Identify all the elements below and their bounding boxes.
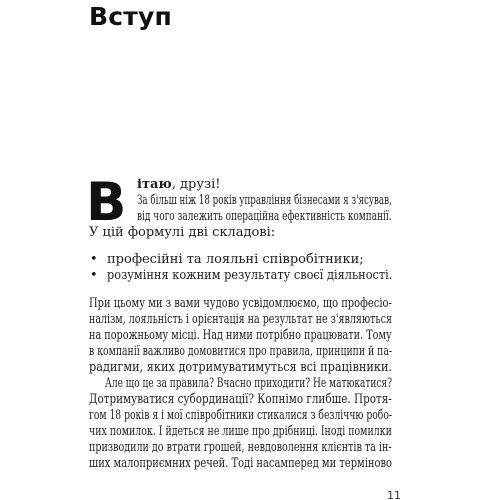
greeting-rest: , друзі! — [171, 177, 221, 192]
paragraph-line: налізм, лояльність і орієнтація на результат не з'являються — [89, 312, 392, 327]
intro-line: від чого залежить операційна ефективність компанії. — [137, 209, 392, 224]
paragraph-line: гом 18 років я і мої співробітники стикалися з безліччю робо- — [89, 408, 392, 423]
paragraph-line: чих помилок. І йдеться не лише про дрібниці. Іноді помилки — [89, 424, 392, 439]
paragraph-line: радигми, яких дотримуватимуться всі працівники. — [89, 360, 393, 375]
greeting-line — [137, 177, 220, 193]
bullet-marker: • — [90, 268, 98, 283]
paragraph-line: на порожньому місці. Над ними потрібно працювати. Тому — [89, 328, 392, 343]
formula-line: У цій формулі дві складові: — [89, 225, 276, 240]
paragraph-line: ших малоприємних речей. Тоді насамперед ми терміново — [89, 456, 392, 471]
paragraph-line: Дотримуватися субординації? Копнімо глибше. Протя- — [89, 392, 392, 407]
page-number: 11 — [387, 489, 401, 500]
bullet-item: професійні та лояльні співробітники; — [107, 252, 364, 267]
greeting-bold: ітаю — [137, 177, 172, 192]
bullet-marker: • — [90, 252, 98, 267]
bullet-item: розуміння кожним результату своєї діяльності. — [107, 268, 393, 283]
intro-line: За більш ніж 18 років управління бізнесами я з'ясував, — [137, 193, 392, 208]
paragraph-line: призводили до втрати грошей, невдоволення клієнтів та ін- — [89, 440, 392, 455]
drop-cap: В — [86, 172, 127, 233]
paragraph-line: в компанії важливо домовитися про правила, принципи й па- — [89, 344, 393, 359]
chapter-title: Вступ — [89, 2, 172, 31]
paragraph-line: При цьому ми з вами чудово усвідомлюємо, що професіо- — [89, 296, 392, 311]
paragraph-line: Але що це за правила? Вчасно приходити? Не матюкатися? — [105, 376, 392, 391]
